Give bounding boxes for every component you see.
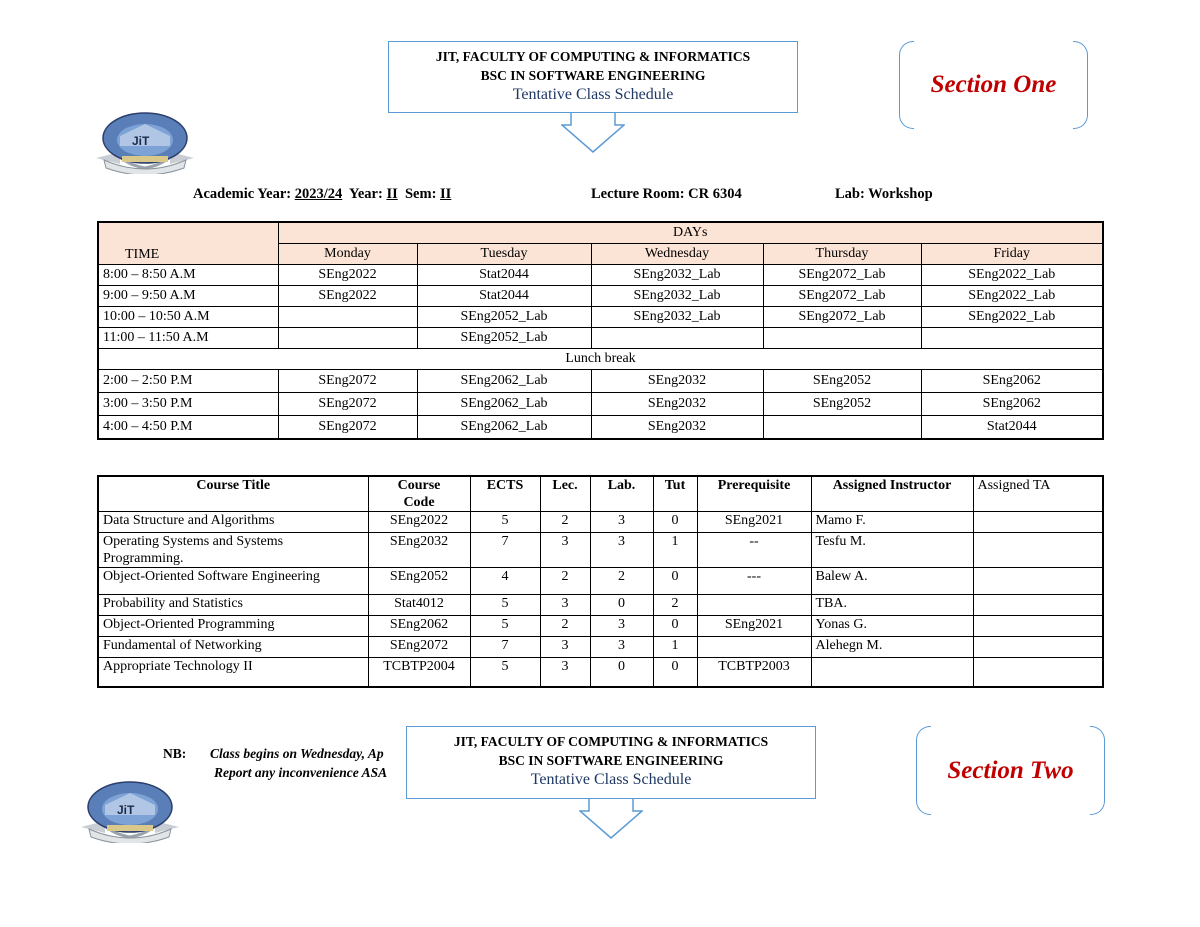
course-cell: 3	[590, 616, 653, 637]
time-slot: 9:00 – 9:50 A.M	[98, 286, 278, 307]
course-cell: 2	[590, 568, 653, 595]
schedule-cell: SEng2022	[278, 286, 417, 307]
schedule-cell: SEng2072	[278, 393, 417, 416]
col-instructor: Assigned Instructor	[811, 476, 973, 512]
schedule-cell: SEng2052_Lab	[417, 307, 591, 328]
course-cell: SEng2022	[368, 512, 470, 533]
course-cell: Alehegn M.	[811, 637, 973, 658]
schedule-cell	[278, 307, 417, 328]
schedule-row	[98, 393, 1103, 416]
nb-line1: Class begins on Wednesday, Ap	[210, 746, 384, 761]
nb-label: NB:	[163, 746, 187, 761]
lecture-room: Lecture Room: CR 6304	[591, 186, 742, 202]
col-lec: Lec.	[540, 476, 590, 512]
days-header: DAYs	[278, 222, 1103, 244]
section-one-label: Section One	[930, 71, 1057, 98]
schedule-cell: SEng2072_Lab	[763, 286, 921, 307]
header-callout-2	[406, 726, 816, 799]
header2-title: Tentative Class Schedule	[530, 771, 692, 788]
course-cell: Probability and Statistics	[98, 595, 368, 616]
header-callout-1	[388, 41, 798, 113]
schedule-cell	[921, 328, 1103, 349]
course-cell: --	[697, 533, 811, 568]
schedule-cell: SEng2062	[921, 393, 1103, 416]
course-cell: Stat4012	[368, 595, 470, 616]
schedule-cell: SEng2062_Lab	[417, 416, 591, 440]
course-cell	[973, 616, 1103, 637]
course-cell: SEng2052	[368, 568, 470, 595]
course-cell	[973, 658, 1103, 688]
course-cell	[697, 595, 811, 616]
course-cell: 4	[470, 568, 540, 595]
course-cell: SEng2072	[368, 637, 470, 658]
course-cell: ---	[697, 568, 811, 595]
course-cell: Yonas G.	[811, 616, 973, 637]
course-row	[98, 595, 1103, 616]
course-cell: 3	[540, 533, 590, 568]
schedule-cell: Stat2044	[921, 416, 1103, 440]
day-wednesday: Wednesday	[591, 244, 763, 265]
section-one-badge	[899, 41, 1088, 129]
header-line2: BSC IN SOFTWARE ENGINEERING	[480, 68, 706, 83]
schedule-cell: SEng2052	[763, 370, 921, 393]
time-slot: 8:00 – 8:50 A.M	[98, 265, 278, 286]
course-cell: SEng2062	[368, 616, 470, 637]
schedule-cell: Stat2044	[417, 286, 591, 307]
schedule-cell: SEng2072	[278, 370, 417, 393]
day-monday: Monday	[278, 244, 417, 265]
down-arrow-icon	[561, 112, 625, 154]
course-cell: Appropriate Technology II	[98, 658, 368, 688]
course-cell: Balew A.	[811, 568, 973, 595]
course-cell: SEng2021	[697, 512, 811, 533]
schedule-row	[98, 307, 1103, 328]
day-tuesday: Tuesday	[417, 244, 591, 265]
schedule-cell	[763, 328, 921, 349]
schedule-cell: SEng2072_Lab	[763, 265, 921, 286]
col-tut: Tut	[653, 476, 697, 512]
year-value: II	[386, 186, 398, 202]
course-cell: 0	[653, 568, 697, 595]
course-cell: 1	[653, 637, 697, 658]
time-header: TIME	[98, 222, 278, 265]
course-cell: 2	[540, 512, 590, 533]
course-cell: 3	[540, 595, 590, 616]
course-row	[98, 616, 1103, 637]
course-cell: TCBTP2004	[368, 658, 470, 688]
down-arrow-icon	[579, 798, 643, 840]
course-cell: 0	[653, 616, 697, 637]
course-cell: 0	[590, 595, 653, 616]
course-cell	[811, 658, 973, 688]
course-rows	[98, 512, 1103, 688]
time-slot: 10:00 – 10:50 A.M	[98, 307, 278, 328]
sem-label: Sem:	[404, 186, 437, 202]
lunch-break: Lunch break	[98, 349, 1103, 370]
col-prerequisite: Prerequisite	[697, 476, 811, 512]
schedule-cell: SEng2032_Lab	[591, 265, 763, 286]
course-cell: 5	[470, 595, 540, 616]
schedule-cell	[763, 416, 921, 440]
schedule-cell: SEng2072	[278, 416, 417, 440]
academic-year-value: 2023/24	[294, 186, 343, 202]
header-title: Tentative Class Schedule	[512, 86, 674, 103]
year-label: Year:	[348, 186, 383, 202]
schedule-cell: SEng2032_Lab	[591, 307, 763, 328]
course-cell: 3	[540, 637, 590, 658]
course-cell	[973, 568, 1103, 595]
course-cell: 2	[540, 616, 590, 637]
course-row	[98, 637, 1103, 658]
course-row	[98, 658, 1103, 688]
course-cell: 3	[590, 533, 653, 568]
course-cell: 0	[590, 658, 653, 688]
schedule-cell: SEng2022	[278, 265, 417, 286]
course-cell: Object-Oriented Programming	[98, 616, 368, 637]
course-cell	[973, 512, 1103, 533]
schedule-cell: SEng2022_Lab	[921, 286, 1103, 307]
course-cell: 2	[540, 568, 590, 595]
course-cell: Operating Systems and Systems Programming.	[98, 533, 368, 568]
section-two-label: Section Two	[947, 756, 1074, 784]
schedule-cell: SEng2032	[591, 416, 763, 440]
header2-line2: BSC IN SOFTWARE ENGINEERING	[498, 753, 724, 768]
schedule-cell	[591, 328, 763, 349]
col-ta: Assigned TA	[973, 476, 1103, 512]
schedule-cell: SEng2022_Lab	[921, 307, 1103, 328]
course-cell	[973, 595, 1103, 616]
course-cell: SEng2021	[697, 616, 811, 637]
course-cell: 5	[470, 512, 540, 533]
academic-info	[193, 186, 451, 203]
course-cell: Mamo F.	[811, 512, 973, 533]
col-course-code: Course Code	[368, 476, 470, 512]
svg-text:JiT: JiT	[132, 134, 150, 148]
schedule-cell: SEng2032	[591, 393, 763, 416]
schedule-cell: SEng2032_Lab	[591, 286, 763, 307]
schedule-cell	[278, 328, 417, 349]
course-cell: TCBTP2003	[697, 658, 811, 688]
time-slot: 3:00 – 3:50 P.M	[98, 393, 278, 416]
course-cell: 1	[653, 533, 697, 568]
schedule-cell: SEng2022_Lab	[921, 265, 1103, 286]
section-two-badge	[916, 726, 1105, 815]
header-line1: JIT, FACULTY OF COMPUTING & INFORMATICS	[435, 49, 751, 64]
course-cell: 2	[653, 595, 697, 616]
course-cell: 5	[470, 616, 540, 637]
sem-value: II	[440, 186, 452, 202]
morning-rows	[98, 265, 1103, 349]
nb-line2: Report any inconvenience ASA	[214, 765, 388, 780]
afternoon-rows	[98, 370, 1103, 440]
schedule-row	[98, 328, 1103, 349]
col-course-title: Course Title	[98, 476, 368, 512]
course-cell: Fundamental of Networking	[98, 637, 368, 658]
schedule-row	[98, 370, 1103, 393]
svg-text:JiT: JiT	[117, 803, 135, 817]
course-cell: 3	[540, 658, 590, 688]
course-cell: 3	[590, 637, 653, 658]
course-cell: 0	[653, 512, 697, 533]
col-lab: Lab.	[590, 476, 653, 512]
schedule-cell: SEng2062	[921, 370, 1103, 393]
course-cell: Tesfu M.	[811, 533, 973, 568]
schedule-cell: SEng2062_Lab	[417, 393, 591, 416]
course-row	[98, 568, 1103, 595]
schedule-cell: SEng2072_Lab	[763, 307, 921, 328]
schedule-cell: SEng2052	[763, 393, 921, 416]
time-slot: 11:00 – 11:50 A.M	[98, 328, 278, 349]
university-logo	[75, 781, 185, 843]
schedule-row	[98, 416, 1103, 440]
course-cell: 0	[653, 658, 697, 688]
course-cell	[697, 637, 811, 658]
course-cell: Data Structure and Algorithms	[98, 512, 368, 533]
course-cell: 7	[470, 637, 540, 658]
schedule-cell: SEng2052_Lab	[417, 328, 591, 349]
schedule-row	[98, 265, 1103, 286]
course-row	[98, 512, 1103, 533]
course-cell: 5	[470, 658, 540, 688]
course-cell: Object-Oriented Software Engineering	[98, 568, 368, 595]
time-slot: 2:00 – 2:50 P.M	[98, 370, 278, 393]
course-row	[98, 533, 1103, 568]
course-cell: 3	[590, 512, 653, 533]
university-logo	[90, 112, 200, 174]
schedule-cell: SEng2032	[591, 370, 763, 393]
courses-header-row	[98, 476, 1103, 512]
course-cell	[973, 533, 1103, 568]
col-ects: ECTS	[470, 476, 540, 512]
time-slot: 4:00 – 4:50 P.M	[98, 416, 278, 440]
course-cell: 7	[470, 533, 540, 568]
day-friday: Friday	[921, 244, 1103, 265]
schedule-cell: Stat2044	[417, 265, 591, 286]
courses-table	[97, 475, 1104, 688]
course-cell	[973, 637, 1103, 658]
schedule-cell: SEng2062_Lab	[417, 370, 591, 393]
lab-info: Lab: Workshop	[835, 186, 933, 202]
course-cell: SEng2032	[368, 533, 470, 568]
day-thursday: Thursday	[763, 244, 921, 265]
schedule-row	[98, 286, 1103, 307]
academic-year-label: Academic Year:	[193, 186, 292, 202]
schedule-table	[97, 221, 1104, 440]
course-cell: TBA.	[811, 595, 973, 616]
header2-line1: JIT, FACULTY OF COMPUTING & INFORMATICS	[453, 734, 769, 749]
